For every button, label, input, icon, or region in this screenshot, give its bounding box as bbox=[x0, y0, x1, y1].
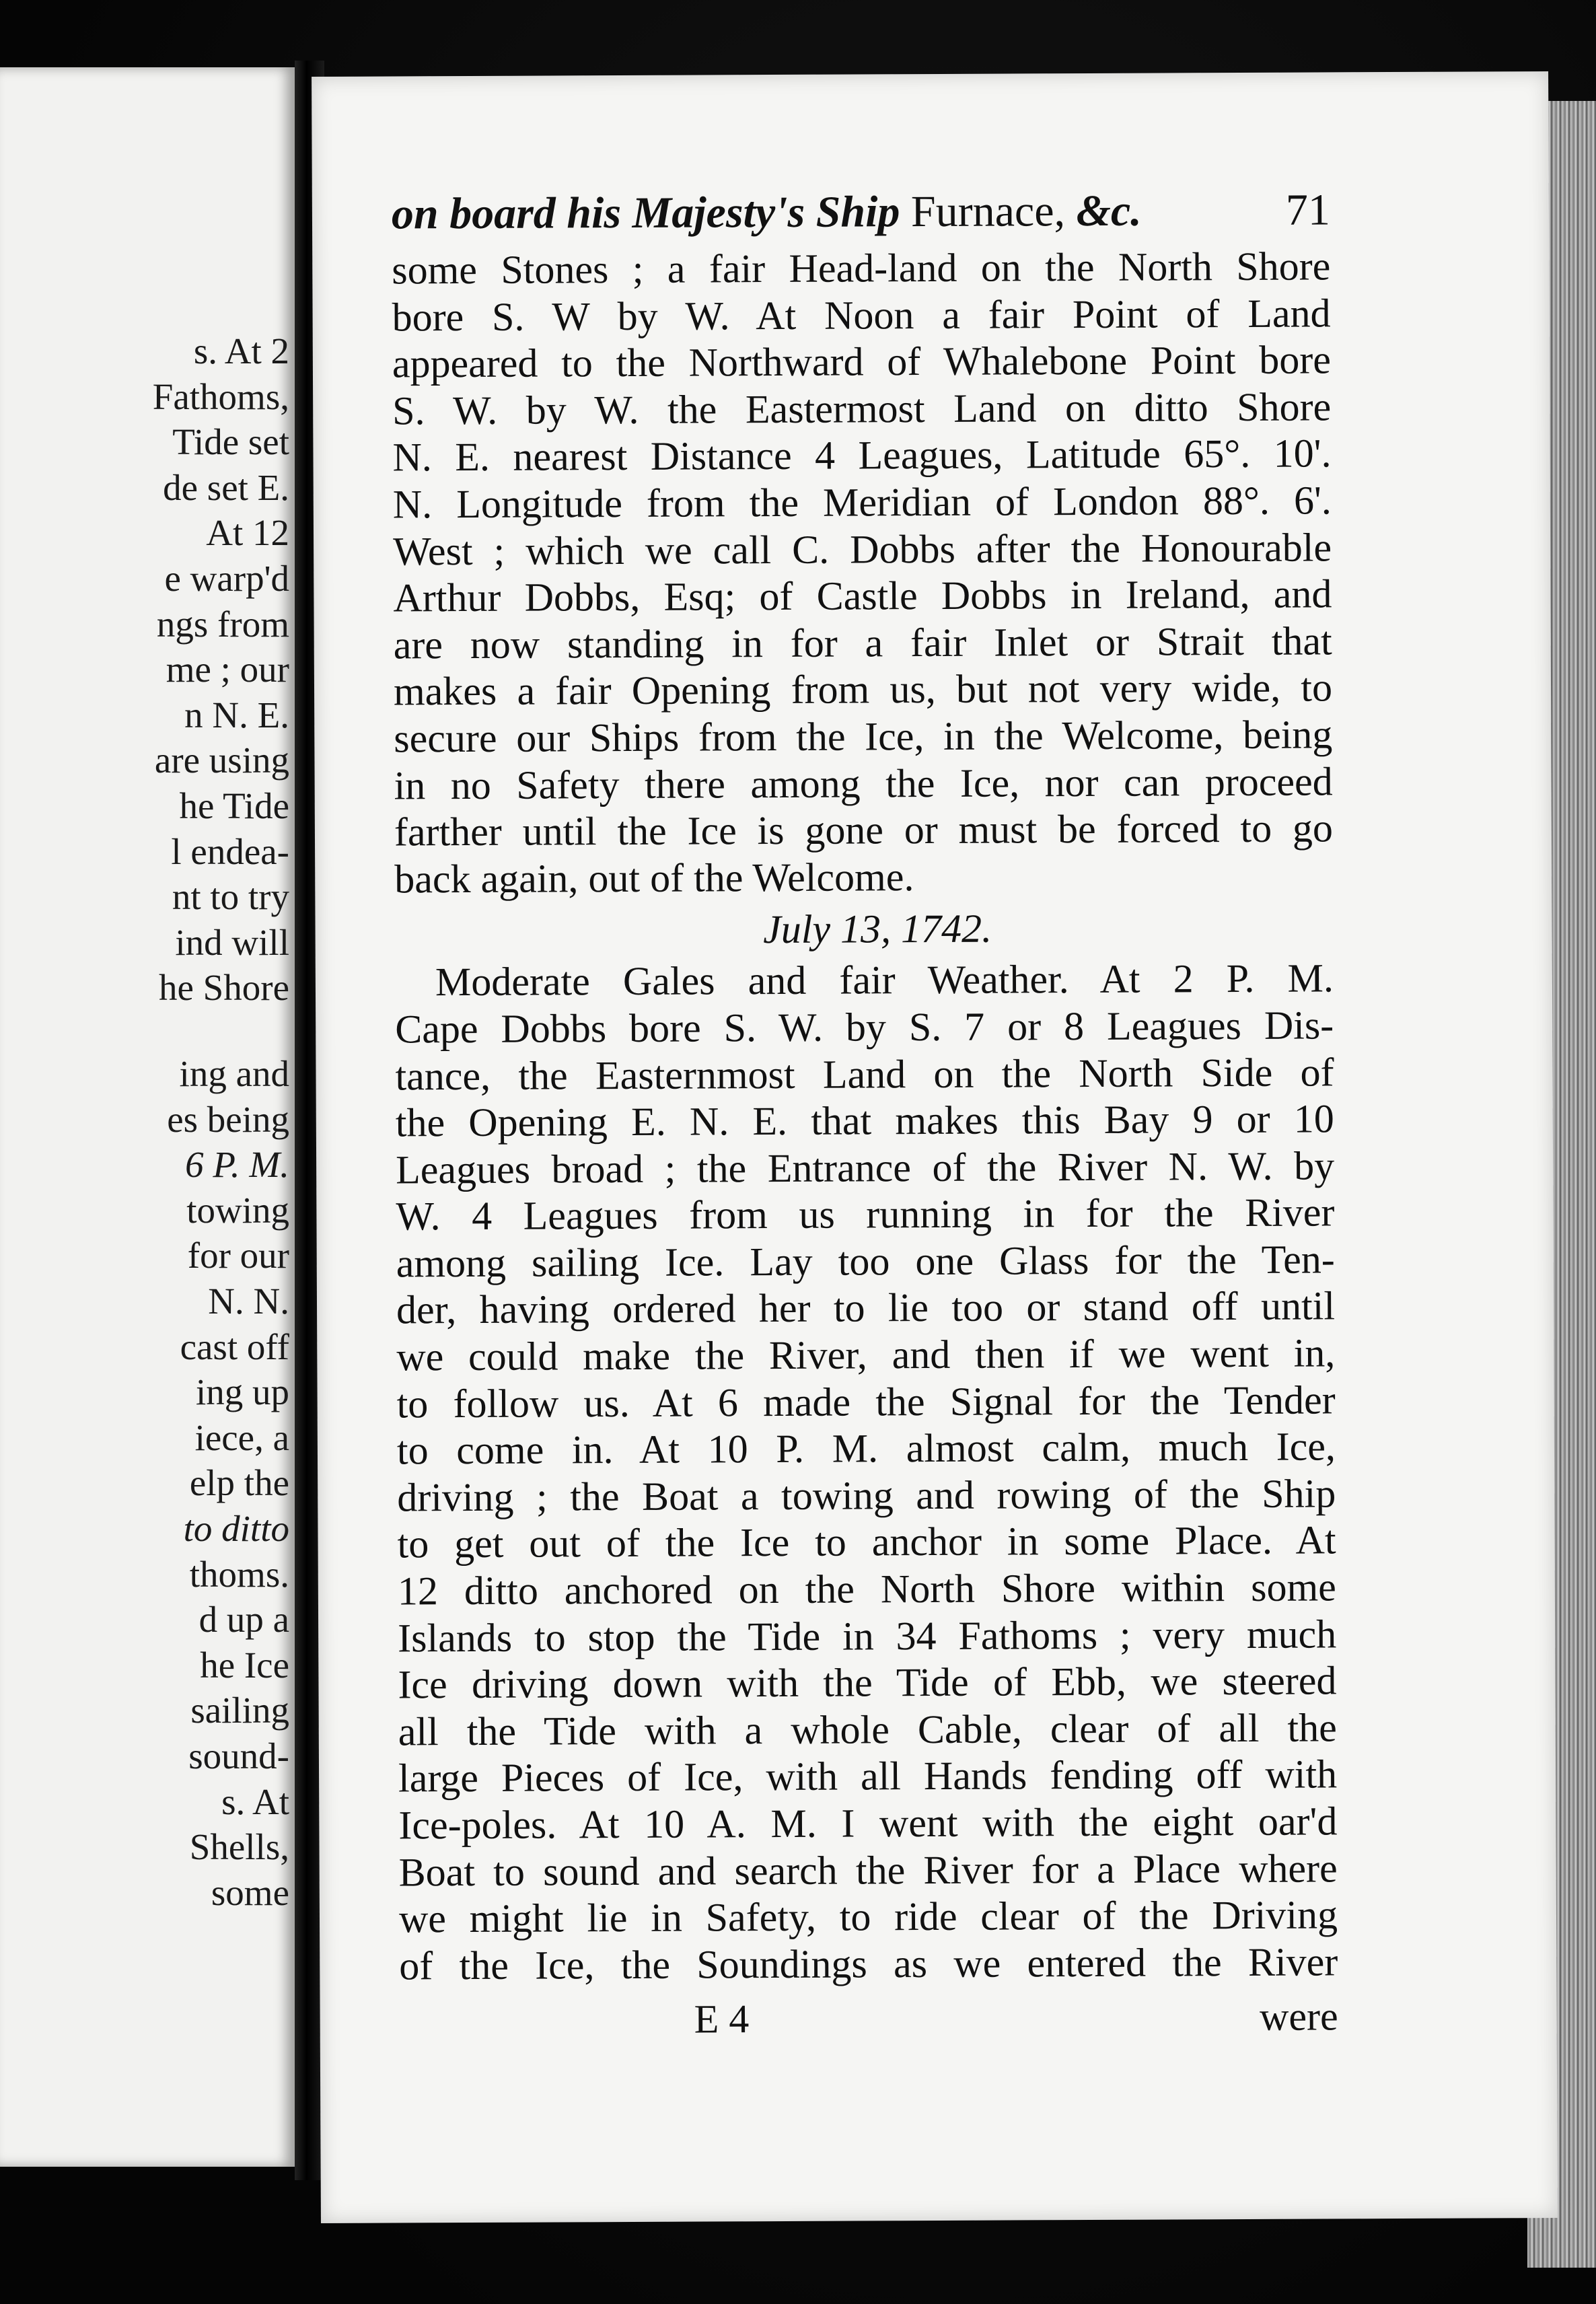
text-line: Boat to sound and search the River for a Place where bbox=[398, 1845, 1338, 1895]
text-line: to come in. At 10 P. M. almost calm, much Ice, bbox=[396, 1424, 1336, 1473]
ship-name: Furnace, bbox=[910, 186, 1066, 237]
text-line: are now standing in for a fair Inlet or Strait that bbox=[393, 618, 1332, 668]
left-page-line: he Tide bbox=[179, 785, 289, 826]
page-footer bbox=[399, 1990, 1338, 2048]
left-page-line: s. At bbox=[221, 1780, 289, 1822]
left-page-line: towing bbox=[186, 1189, 289, 1231]
text-line: Leagues broad ; the Entrance of the River N. W. by bbox=[395, 1143, 1335, 1192]
text-line: large Pieces of Ice, with all Hands fending off with bbox=[398, 1752, 1338, 1801]
paragraph-1 bbox=[392, 243, 1333, 902]
left-page-line: Fathoms, bbox=[152, 375, 289, 417]
text-line: of the Ice, the Soundings as we entered the River bbox=[399, 1939, 1338, 1988]
left-page-line: ngs from bbox=[156, 603, 289, 645]
text-line: all the Tide with a whole Cable, clear of all the bbox=[398, 1705, 1337, 1754]
text-line: appeared to the Northward of Whalebone Point bore bbox=[392, 337, 1332, 386]
left-page-line: sound- bbox=[188, 1735, 289, 1776]
etc-mark: &c. bbox=[1076, 186, 1142, 236]
text-line: Ice-poles. At 10 A. M. I went with the eight oar'd bbox=[398, 1799, 1338, 1848]
left-page-line: are using bbox=[154, 740, 289, 781]
left-page-line: elp the bbox=[189, 1462, 289, 1504]
text-line: bore S. W by W. At Noon a fair Point of Land bbox=[392, 291, 1331, 340]
text-line: to get out of the Ice to anchor in some Place. At bbox=[397, 1517, 1336, 1567]
left-page-line: l endea- bbox=[171, 830, 289, 872]
left-page-line: de set E. bbox=[163, 466, 289, 508]
text-line: Cape Dobbs bore S. W. by S. 7 or 8 Leagues Dis- bbox=[395, 1003, 1334, 1052]
text-line: der, having ordered her to lie too or stand off until bbox=[396, 1283, 1336, 1332]
left-page-line: for our bbox=[187, 1235, 289, 1276]
text-line: makes a fair Opening from us, but not very wide, to bbox=[393, 665, 1333, 714]
catchword: were bbox=[1259, 1994, 1338, 2040]
running-title-text: on board his Majesty's Ship bbox=[391, 187, 900, 239]
left-page-line: me ; our bbox=[166, 649, 289, 690]
date-heading: July 13, 1742. bbox=[762, 906, 992, 952]
left-page-line: he Shore bbox=[159, 967, 289, 1009]
text-line: we could make the River, and then if we went in, bbox=[396, 1330, 1336, 1379]
text-line: N. E. nearest Distance 4 Leagues, Latitude 65°. 10'. bbox=[392, 431, 1332, 480]
left-page-line: es being bbox=[167, 1098, 289, 1140]
text-line: tance, the Easternmost Land on the North Side of bbox=[395, 1049, 1334, 1098]
text-line: W. 4 Leagues from us running in for the River bbox=[396, 1190, 1335, 1239]
running-title bbox=[392, 181, 1142, 245]
text-line: driving ; the Boat a towing and rowing of the Ship bbox=[397, 1471, 1336, 1520]
text-line: Arthur Dobbs, Esq; of Castle Dobbs in Ireland, and bbox=[393, 571, 1332, 620]
left-page-line: s. At 2 bbox=[193, 330, 289, 371]
text-line: we might lie in Safety, to ride clear of the Driving bbox=[398, 1892, 1338, 1941]
left-page-line: cast off bbox=[180, 1326, 289, 1367]
left-page-line: At 12 bbox=[206, 512, 289, 554]
signature-mark: E 4 bbox=[694, 1996, 750, 2042]
left-page-line: d up a bbox=[198, 1599, 289, 1641]
left-page-line: some bbox=[211, 1871, 289, 1913]
left-page-line: Tide set bbox=[172, 421, 289, 463]
text-line: Islands to stop the Tide in 34 Fathoms ; very much bbox=[398, 1612, 1337, 1661]
left-page-line: N. N. bbox=[208, 1281, 289, 1322]
left-page-line: to ditto bbox=[183, 1508, 289, 1549]
text-line: back again, out of the Welcome. bbox=[394, 854, 914, 902]
facing-page-left bbox=[0, 67, 295, 2167]
page-text bbox=[392, 180, 1338, 2047]
text-line: Ice driving down with the Tide of Ebb, we steered bbox=[398, 1658, 1337, 1707]
text-line: some Stones ; a fair Head-land on the North Shore bbox=[392, 244, 1331, 293]
text-line: to follow us. At 6 made the Signal for the Tender bbox=[396, 1377, 1336, 1427]
text-line: farther until the Ice is gone or must be forced to go bbox=[394, 805, 1334, 855]
text-line: Moderate Gales and fair Weather. At 2 P. M. bbox=[435, 956, 1334, 1005]
left-page-line: sailing bbox=[190, 1690, 289, 1731]
running-header bbox=[392, 180, 1330, 244]
left-page-line: Shells, bbox=[189, 1826, 289, 1868]
left-page-line: ing up bbox=[195, 1371, 289, 1413]
page-number: 71 bbox=[1285, 185, 1331, 235]
text-line: among sailing Ice. Lay too one Glass for the Ten- bbox=[396, 1237, 1335, 1286]
text-line: N. Longitude from the Meridian of London 88°. 6'. bbox=[392, 478, 1332, 527]
left-page-line: ing and bbox=[179, 1053, 289, 1094]
left-page-line: iece, a bbox=[194, 1416, 289, 1458]
left-page-line: e warp'd bbox=[164, 558, 289, 599]
text-line: West ; which we call C. Dobbs after the Honourable bbox=[392, 524, 1332, 574]
text-line: the Opening E. N. E. that makes this Bay 9 or 10 bbox=[395, 1096, 1334, 1145]
left-page-line: ind will bbox=[175, 921, 289, 963]
left-page-line: nt to try bbox=[172, 876, 289, 918]
text-line: 12 ditto anchored on the North Shore within some bbox=[397, 1564, 1337, 1614]
text-line: secure our Ships from the Ice, in the Welcome, being bbox=[394, 712, 1333, 761]
text-line: S. W. by W. the Eastermost Land on ditto Shore bbox=[392, 384, 1332, 433]
left-page-line: he Ice bbox=[200, 1644, 289, 1686]
book-page bbox=[312, 71, 1558, 2223]
text-line: in no Safety there among the Ice, nor can proceed bbox=[394, 758, 1333, 808]
left-page-line: n N. E. bbox=[184, 694, 289, 735]
left-page-line: thoms. bbox=[189, 1553, 289, 1595]
left-page-line: 6 P. M. bbox=[185, 1144, 289, 1186]
paragraph-2 bbox=[395, 956, 1338, 1990]
